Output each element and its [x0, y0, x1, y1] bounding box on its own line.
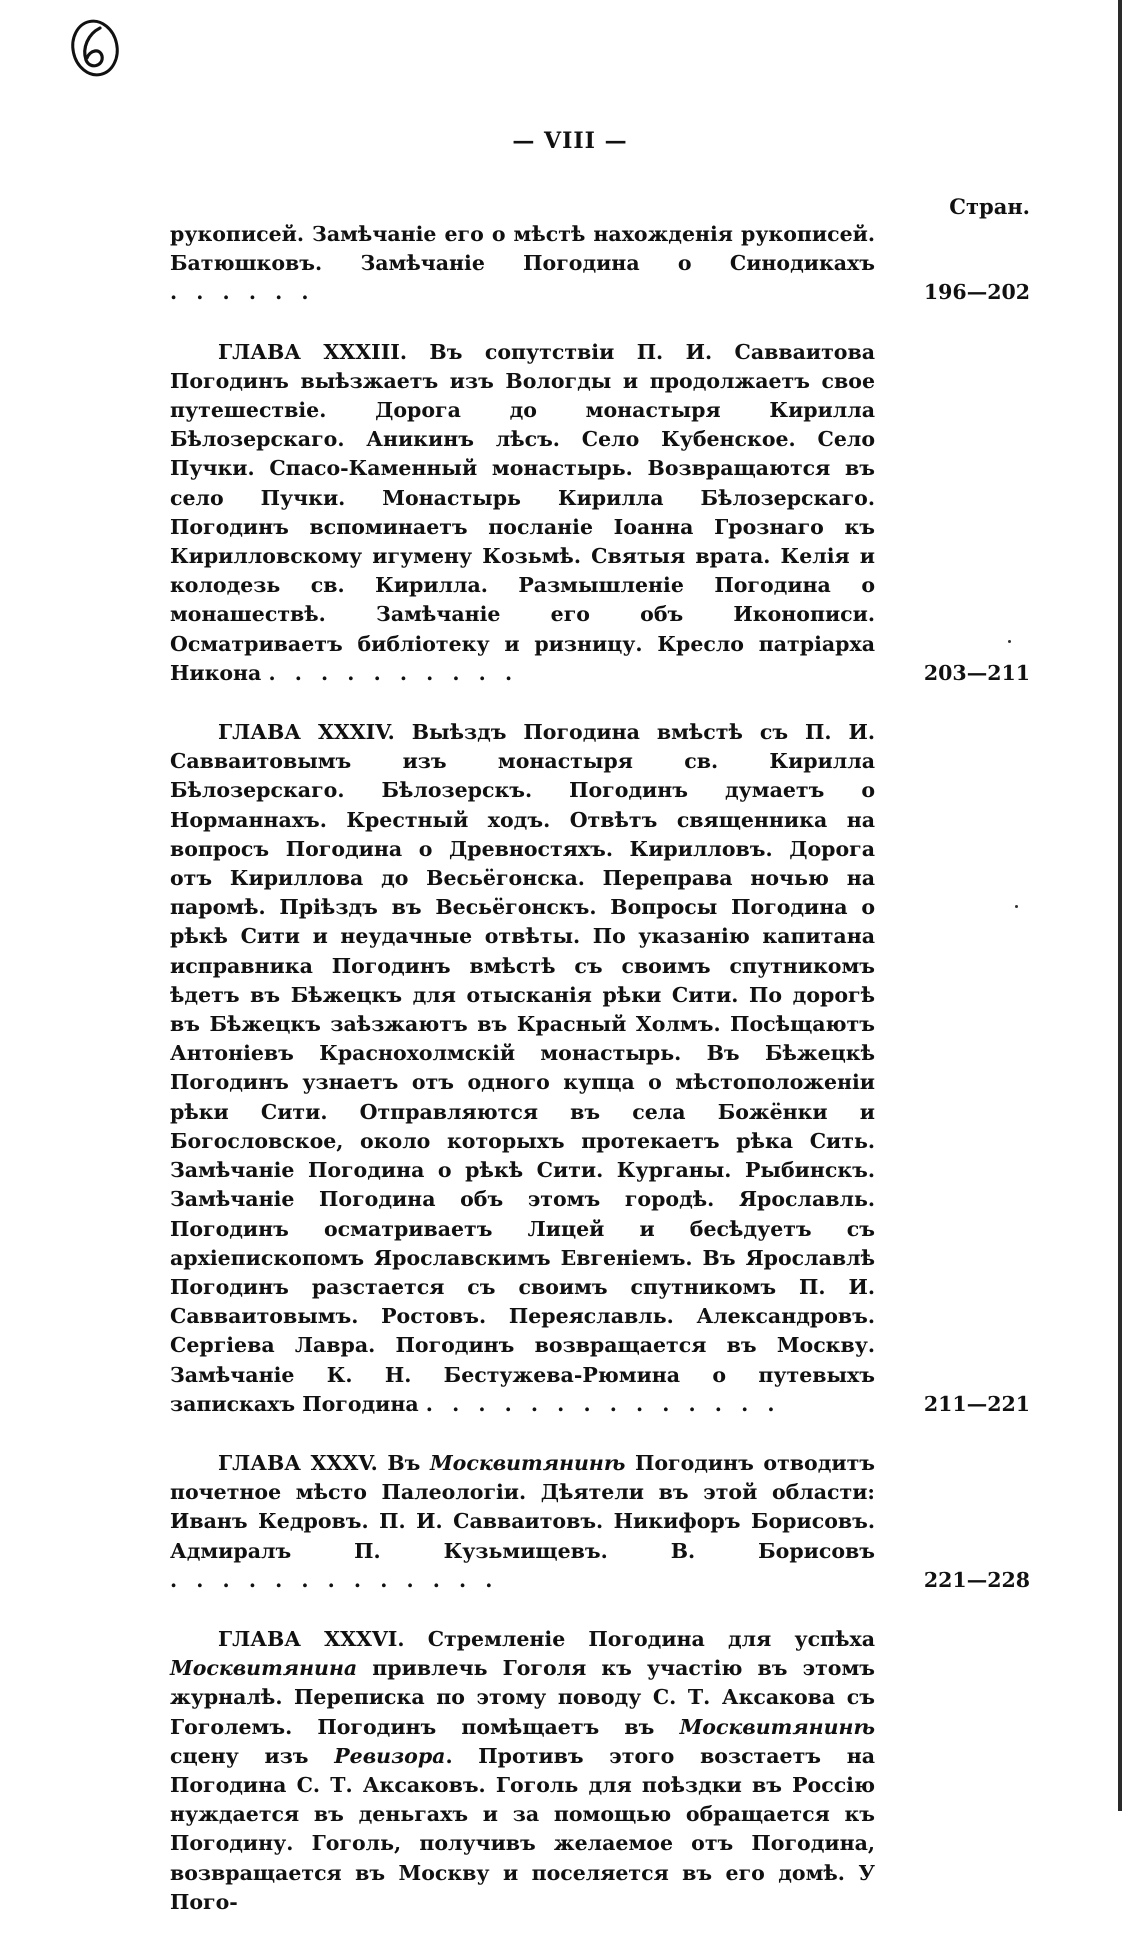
journal-title-italic: Москвитянинѣ: [429, 1450, 626, 1475]
toc-entry-body: рукописей. Замѣчаніе его о мѣстѣ нахожденія рукописей. Батюшковъ. Замѣчаніе Погодина о Синодикахъ: [170, 222, 875, 276]
page-folio: — VIII —: [512, 128, 628, 154]
toc-entry-chapter-33: [170, 338, 1030, 688]
play-title-italic: Ревизора: [334, 1743, 446, 1768]
handwritten-page-number: [62, 14, 128, 80]
toc-entry-text: [170, 220, 875, 308]
toc-entry-chapter-35: [170, 1449, 1030, 1595]
toc-page-range: 203—211: [923, 660, 1030, 685]
dot-leaders: . . . . . . . . . .: [268, 660, 519, 685]
toc-entry-chapter-34: [170, 718, 1030, 1419]
table-of-contents: [170, 220, 1030, 1947]
dot-leaders: . . . . . .: [170, 280, 315, 305]
toc-text-segment: Погодинъ отводитъ почетное мѣсто Палеологіи. Дѣятели въ этой области: Иванъ Кедровъ. П. И. Савваитовъ. Никифоръ Борисовъ. Адмиралъ П. Кузьмищевъ. В. Борисовъ: [170, 1450, 876, 1563]
toc-entry-text: [170, 1625, 875, 1917]
dot-leaders: . . . . . . . . . . . . .: [170, 1567, 499, 1592]
paper-speck: [1015, 905, 1018, 908]
dot-leaders: . . . . . . . . . . . . . .: [425, 1391, 781, 1416]
page-edge-shadow: [1118, 0, 1122, 1811]
toc-entry-body: ГЛАВА XXXIII. Въ сопутствіи П. И. Савваитова Погодинъ выѣзжаетъ изъ Вологды и продолжаетъ свое путешествіе. Дорога до монастыря Кирилла Бѣлозерскаго. Аникинъ лѣсъ. Село Кубенское. Село Пучки. Спасо-Каменный монастырь. Возвращаются въ село Пучки. Монастырь Кирилла Бѣлозерскаго. Погодинъ вспоминаетъ посланіе Іоанна Грознаго къ Кирилловскому игумену Козьмѣ. Святыя врата. Келія и колодезь св. Кирилла. Размышленіе Погодина о монашествѣ. Замѣчаніе его объ Иконописи. Осматриваетъ библіотеку и ризницу. Кресло патріарха Никона: [170, 339, 875, 685]
toc-entry-text: [170, 1449, 875, 1595]
toc-entry-text: [170, 338, 875, 688]
paper-speck: [1008, 640, 1011, 643]
toc-entry-chapter-36: [170, 1625, 1030, 1917]
toc-text-segment: . Противъ этого возстаетъ на Погодина С. Т. Аксаковъ. Гоголь для поѣздки въ Россію нуждается въ деньгахъ и за помощью обращается къ Погодину. Гоголь, получивъ желаемое отъ Погодина, возвращается въ Москву и поселяется въ его домѣ. У Пого-: [170, 1743, 876, 1914]
journal-title-italic: Москвитянинѣ: [679, 1714, 875, 1739]
toc-page-range: 211—221: [923, 1391, 1030, 1416]
toc-entry-text: [170, 718, 875, 1419]
toc-text-segment: ГЛАВА XXXV. Въ: [218, 1450, 430, 1475]
journal-title-italic: Москвитянина: [170, 1656, 358, 1681]
toc-text-segment: сцену изъ: [170, 1743, 335, 1768]
toc-entry-body: ГЛАВА XXXIV. Выѣздъ Погодина вмѣстѣ съ П. И. Савваитовымъ изъ монастыря св. Кирилла Бѣлозерскаго. Бѣлозерскъ. Погодинъ думаетъ о Норманнахъ. Крестный ходъ. Отвѣтъ священника на вопросъ Погодина о Древностяхъ. Кирилловъ. Дорога отъ Кириллова до Весьёгонска. Переправа ночью на паромѣ. Пріѣздъ въ Весьёгонскъ. Вопросы Погодина о рѣкѣ Сити и неудачные отвѣты. По указанію капитана исправника Погодинъ вмѣстѣ съ своимъ спутникомъ ѣдетъ въ Бѣжецкъ для отысканія рѣки Сити. По дорогѣ въ Бѣжецкъ заѣзжаютъ въ Красный Холмъ. Посѣщаютъ Антоніевъ Краснохолмскій монастырь. Въ Бѣжецкѣ Погодинъ узнаетъ отъ одного купца о мѣстоположеніи рѣки Сити. Отправляются въ села Божёнки и Богословское, около которыхъ протекаетъ рѣка Сить. Замѣчаніе Погодина о рѣкѣ Сити. Курганы. Рыбинскъ. Замѣчаніе Погодина объ этомъ городѣ. Ярославль. Погодинъ осматриваетъ Лицей и бесѣдуетъ съ архіепископомъ Ярославскимъ Евгеніемъ. Въ Ярославлѣ Погодинъ разстается съ своимъ спутникомъ П. И. Савваитовымъ. Ростовъ. Переяславль. Александровъ. Сергіева Лавра. Погодинъ возвращается въ Москву. Замѣчаніе К. Н. Бестужева-Рюмина о путевыхъ запискахъ Погодина: [170, 720, 875, 1416]
toc-page-range: 196—202: [923, 280, 1030, 305]
toc-page-range: 221—228: [923, 1567, 1030, 1592]
toc-entry-continued: [170, 220, 1030, 308]
toc-text-segment: привлечь Гоголя къ участію въ этомъ журналѣ. Переписка по этому поводу С. Т. Аксакова съ Гоголемъ. Погодинъ помѣщаетъ въ: [170, 1656, 875, 1739]
page-column-heading: Стран.: [949, 194, 1030, 219]
toc-text-segment: ГЛАВА XXXVI. Стремленіе Погодина для успѣха: [218, 1626, 875, 1651]
